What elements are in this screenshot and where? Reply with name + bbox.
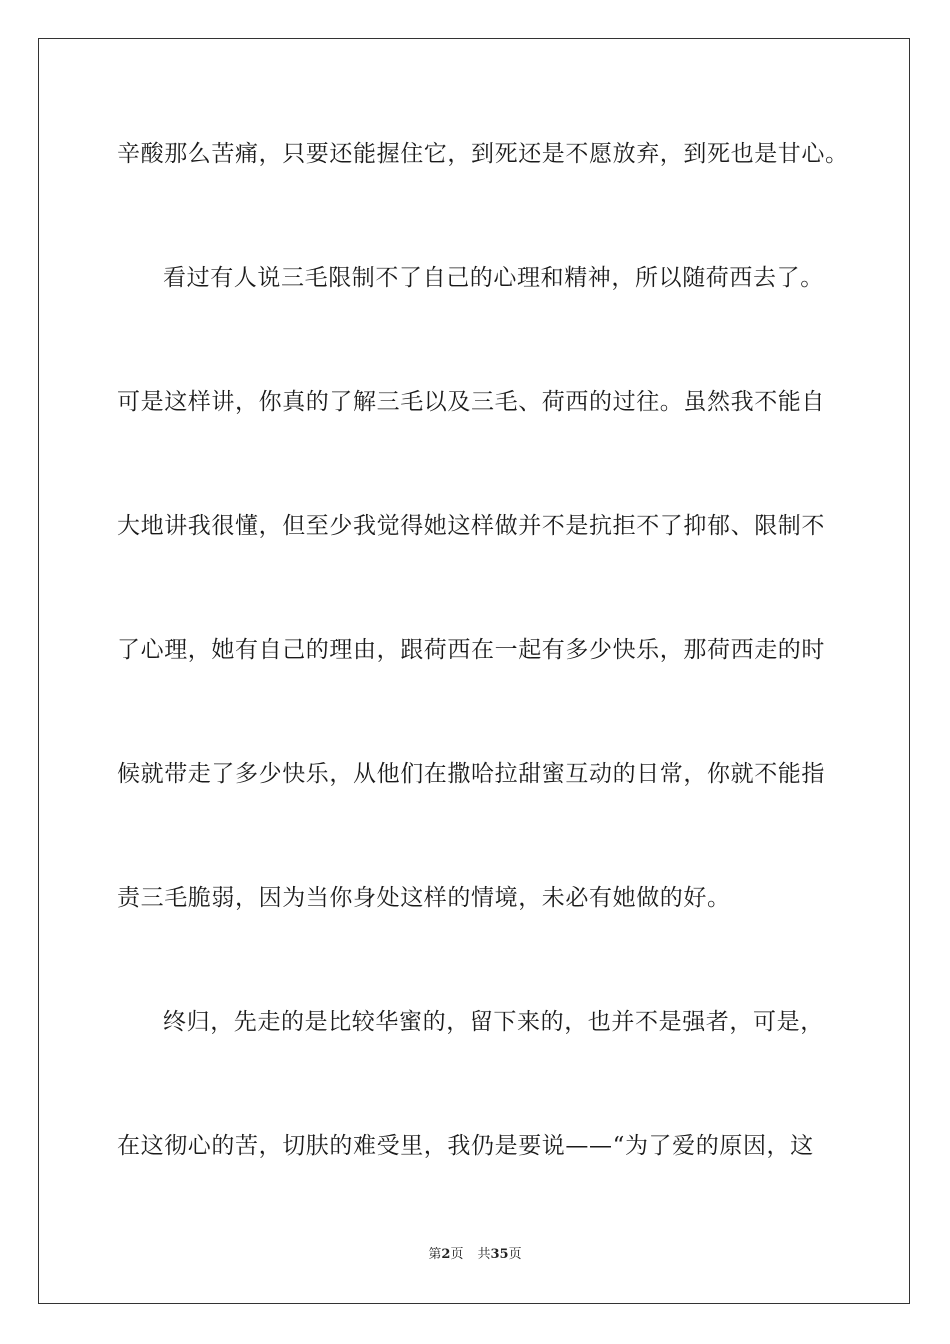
text-line-4: 大地讲我很懂，但至少我觉得她这样做并不是抗拒不了抑郁、限制不 bbox=[117, 513, 825, 539]
text-line-9: 在这彻心的苦，切肤的难受里，我仍是要说——“为了爱的原因，这 bbox=[117, 1133, 814, 1159]
total-prefix: 共 bbox=[477, 1247, 491, 1262]
text-line-2: 看过有人说三毛限制不了自己的心理和精神，所以随荷西去了。 bbox=[163, 265, 824, 291]
page-border bbox=[38, 38, 910, 1304]
text-line-8: 终归，先走的是比较华蜜的，留下来的，也并不是强者，可是， bbox=[163, 1009, 824, 1035]
total-suffix: 页 bbox=[508, 1247, 522, 1262]
text-line-1: 辛酸那么苦痛，只要还能握住它，到死还是不愿放弃，到死也是甘心。 bbox=[117, 141, 849, 167]
page-prefix: 第 bbox=[428, 1247, 442, 1262]
text-line-7: 责三毛脆弱，因为当你身处这样的情境，未必有她做的好。 bbox=[117, 885, 731, 911]
text-line-3: 可是这样讲，你真的了解三毛以及三毛、荷西的过往。虽然我不能自 bbox=[117, 389, 825, 415]
text-line-5: 了心理，她有自己的理由，跟荷西在一起有多少快乐，那荷西走的时 bbox=[117, 637, 825, 663]
total-pages: 35 bbox=[490, 1247, 509, 1262]
text-line-6: 候就带走了多少快乐，从他们在撒哈拉甜蜜互动的日常，你就不能指 bbox=[117, 761, 825, 787]
page-footer bbox=[0, 1246, 950, 1264]
page-suffix: 页 bbox=[450, 1247, 464, 1262]
page-number: 2 bbox=[441, 1247, 451, 1262]
